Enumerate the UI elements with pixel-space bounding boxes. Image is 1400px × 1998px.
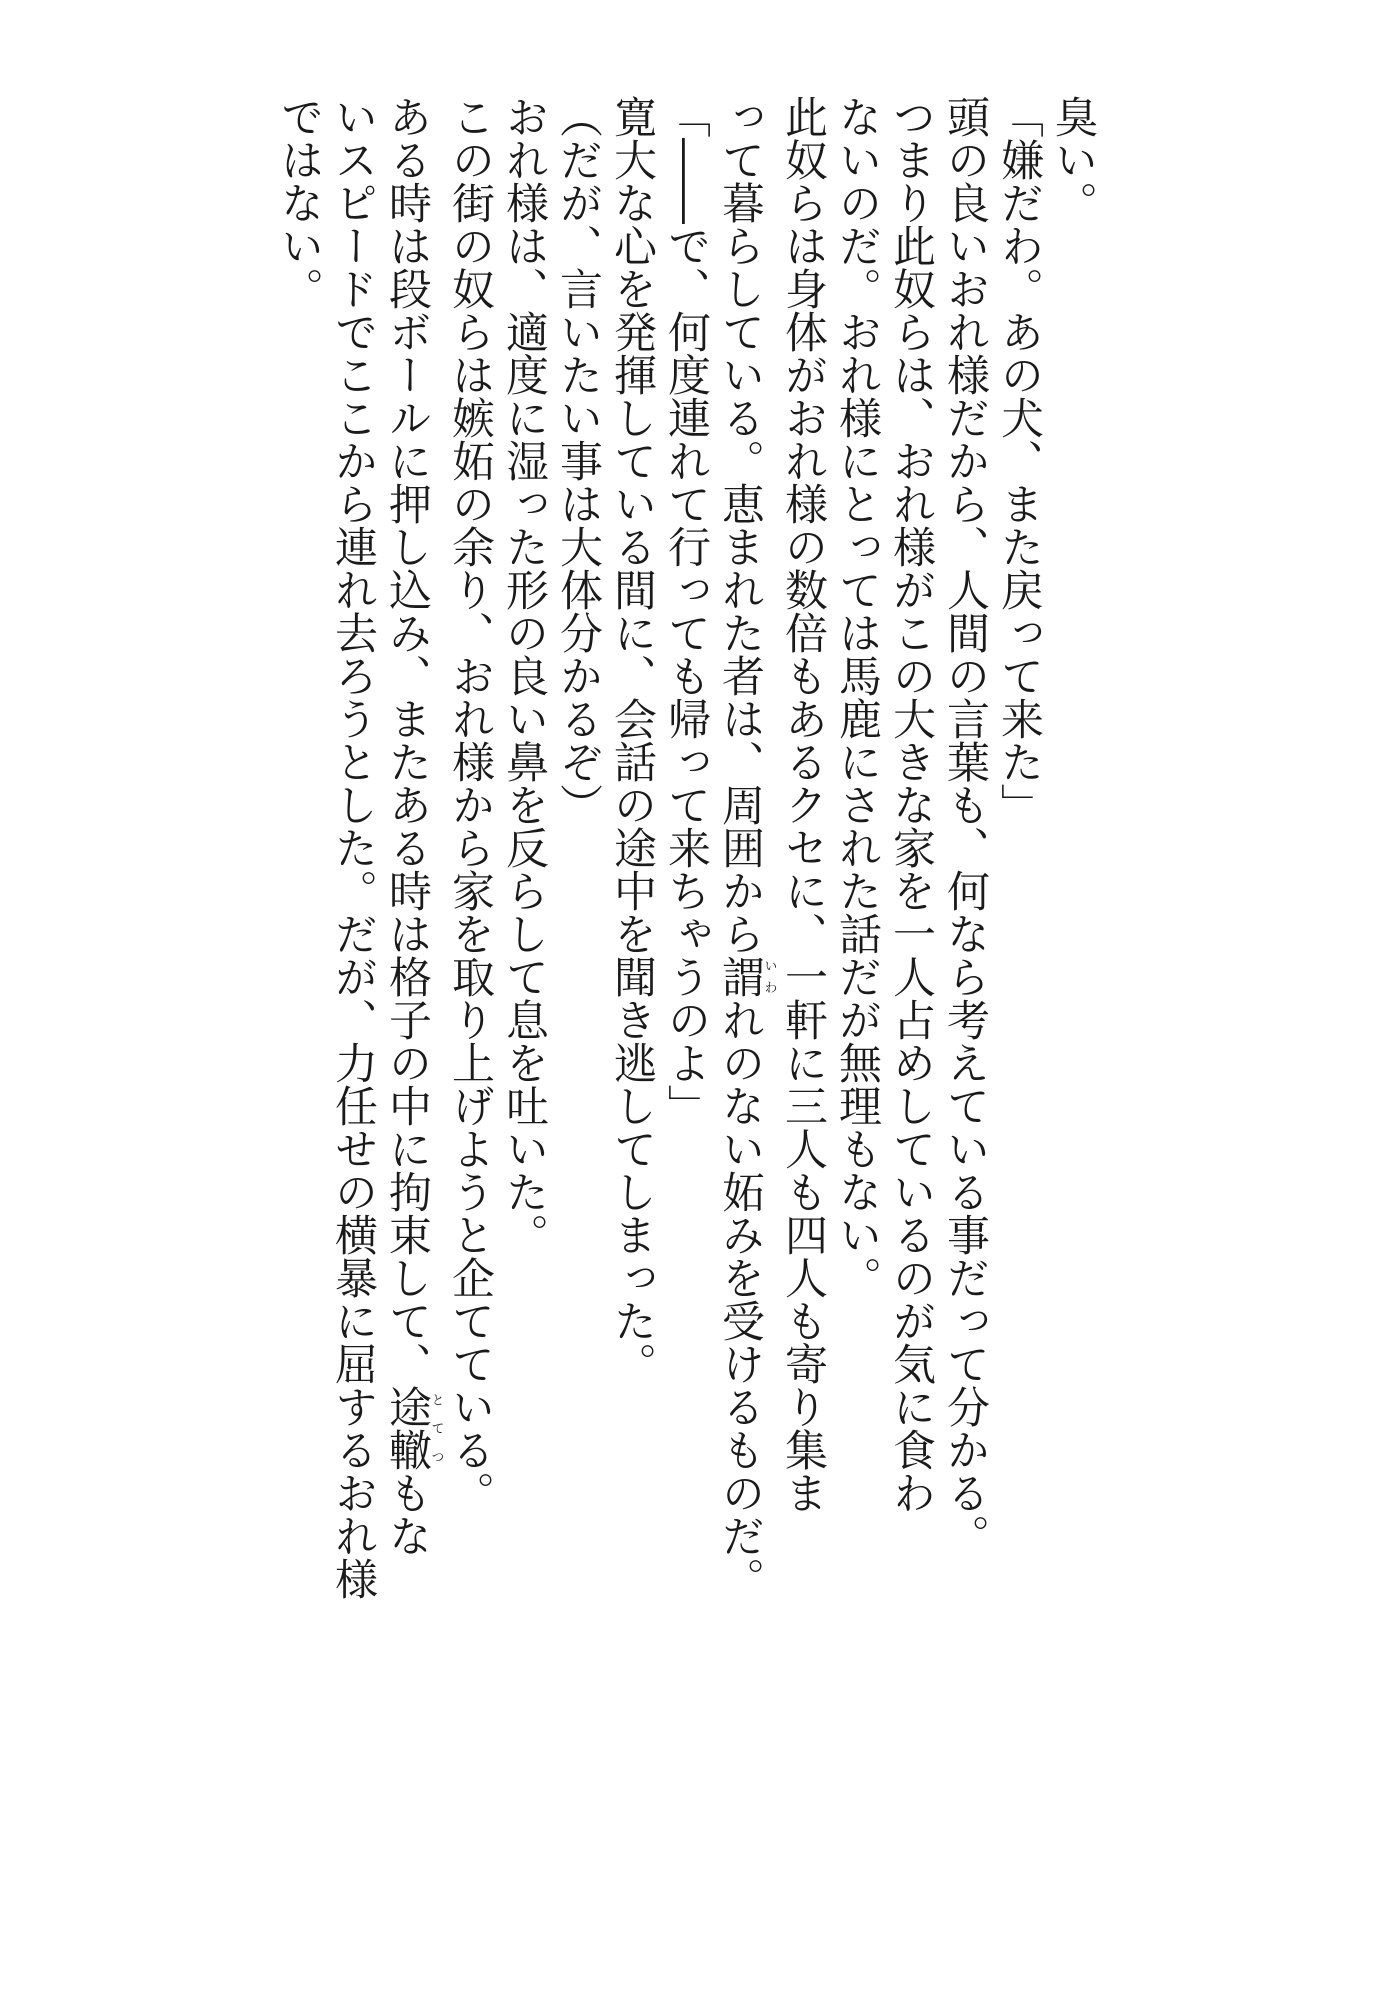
ruby-base: 途轍	[382, 1385, 432, 1471]
text-line: つまり此奴らは、おれ様がこの大きな家を一人占めしているのが気に食わ	[886, 95, 936, 1514]
ruby-reading: いわ	[761, 955, 777, 998]
text-line: 「――で、何度連れて行っても帰って来ちゃうのよ」	[661, 95, 711, 1127]
text-line: いスピードでここから連れ去ろうとした。だが、力任せの横暴に屈するおれ様	[328, 95, 378, 1600]
text-line	[380, 95, 443, 1775]
text-line: 寛大な心を発揮している間に、会話の途中を聞き逃してしまった。	[607, 95, 657, 1385]
text-line: 臭い。	[1048, 95, 1098, 224]
text-line: 頭の良いおれ様だから、人間の言葉も、何なら考えている事だって分かる。	[940, 95, 990, 1557]
ruby-base: 謂	[715, 955, 765, 998]
text-line	[713, 95, 776, 1775]
vertical-text-block	[272, 95, 1100, 1775]
ruby-word	[382, 1385, 444, 1471]
text-segment: れのない妬みを受けるものだ。	[715, 998, 765, 1600]
text-line: ないのだ。おれ様にとっては馬鹿にされた話だが無理もない。	[832, 95, 882, 1299]
text-line: 此奴らは身体がおれ様の数倍もあるクセに、一軒に三人も四人も寄り集ま	[778, 95, 828, 1514]
text-line: （だが、言いたい事は大体分かるぞ）	[553, 95, 603, 826]
text-line: この街の奴らは嫉妬の余り、おれ様から家を取り上げようと企てている。	[445, 95, 495, 1514]
text-line: ではない。	[274, 95, 324, 310]
ruby-reading: とてつ	[428, 1385, 444, 1471]
text-segment: って暮らしている。恵まれた者は、周囲から	[715, 95, 765, 955]
text-segment: もな	[382, 1471, 432, 1557]
text-segment: ある時は段ボールに押し込み、またある時は格子の中に拘束して、	[382, 95, 432, 1385]
text-line: 「嫌だわ。あの犬、また戻って来た」	[994, 95, 1044, 826]
ruby-word	[715, 955, 777, 998]
text-line: おれ様は、適度に湿った形の良い鼻を反らして息を吐いた。	[499, 95, 549, 1256]
